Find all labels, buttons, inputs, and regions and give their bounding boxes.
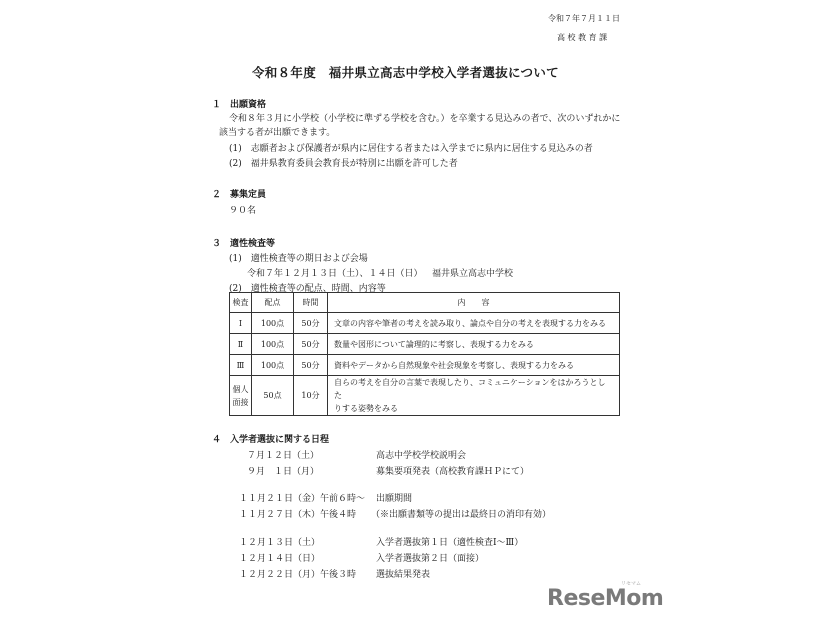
- schedule-event: 入学者選抜第２日（面接）: [376, 554, 485, 564]
- table-row: [230, 313, 620, 334]
- points-cell: 50点: [252, 376, 294, 416]
- table-header-exam: 検査: [230, 293, 252, 313]
- exam-cell-line1: 個人: [232, 384, 249, 394]
- exam-venue: 福井県立高志中学校: [432, 269, 514, 279]
- schedule-event: （※出願書類等の提出は最終日の消印有効）: [371, 510, 552, 520]
- section1-heading: １ 出願資格: [212, 100, 267, 110]
- section3-heading: ３ 適性検査等: [212, 239, 276, 249]
- exam-table: [229, 292, 620, 416]
- time-cell: 50分: [294, 313, 328, 334]
- table-row: [230, 355, 620, 376]
- points-cell: 100点: [252, 313, 294, 334]
- schedule-date: １１月２１日（金）午前６時～: [239, 494, 366, 504]
- points-cell: 100点: [252, 334, 294, 355]
- table-row: [230, 376, 620, 416]
- schedule-date: １２月２２日（月）午後３時: [239, 570, 357, 580]
- time-cell: 10分: [294, 376, 328, 416]
- table-row: [230, 334, 620, 355]
- content-cell-line2: りする姿勢をみる: [334, 404, 398, 413]
- section2-heading: ２ 募集定員: [212, 190, 267, 200]
- section1-item-2: (2) 福井県教育委員会教育長が特別に出願を許可した者: [229, 159, 458, 169]
- exam-cell: [230, 376, 252, 416]
- section3-item-1: (1) 適性検査等の期日および会場: [229, 254, 368, 264]
- resemom-logo: [547, 581, 664, 611]
- exam-cell-line2: 面接: [232, 397, 249, 407]
- schedule-date: １２月１４日（日）: [239, 554, 321, 564]
- schedule-event: 出願期間: [376, 494, 413, 504]
- section4-heading: ４ 入学者選抜に関する日程: [212, 435, 330, 445]
- section1-item-1: (1) 志願者および保護者が県内に居住する者または入学までに県内に居住する見込みの者: [229, 144, 593, 154]
- logo-ruby: リセマム: [621, 581, 641, 587]
- schedule-date: ９月 １日（月）: [247, 467, 320, 477]
- department-name: 高 校 教 育 課: [557, 33, 608, 42]
- section1-body-line1: 令和８年３月に小学校（小学校に準ずる学校を含む。）を卒業する見込みの者で、次のいずれかに: [229, 114, 621, 124]
- exam-date-line: 令和７年１２月１３日（土）、１４日（日）: [247, 269, 423, 279]
- document-title: 令和８年度 福井県立高志中学校入学者選抜について: [252, 65, 559, 80]
- schedule-event: 高志中学校学校説明会: [376, 451, 467, 461]
- exam-cell: Ⅲ: [230, 355, 252, 376]
- section1-body-line2: 該当する者が出願できます。: [219, 128, 336, 138]
- table-header-row: [230, 293, 620, 313]
- exam-cell: Ⅱ: [230, 334, 252, 355]
- time-cell: 50分: [294, 355, 328, 376]
- capacity-value: ９０名: [229, 206, 257, 216]
- content-cell: [328, 376, 620, 416]
- schedule-date: １１月２７日（木）午後４時: [239, 510, 357, 520]
- points-cell: 100点: [252, 355, 294, 376]
- content-cell: 文章の内容や筆者の考えを読み取り、論点や自分の考えを表現する力をみる: [328, 313, 620, 334]
- schedule-date: ７月１２日（土）: [247, 451, 320, 461]
- schedule-event: 入学者選抜第１日（適性検査Ⅰ～Ⅲ）: [376, 538, 524, 548]
- logo-text: ReseMom: [547, 586, 664, 611]
- content-cell-line1: 自らの考えを自分の言葉で表現したり、コミュニケーションをはかろうとした: [334, 378, 606, 400]
- time-cell: 50分: [294, 334, 328, 355]
- content-cell: 数量や図形について論理的に考察し、表現する力をみる: [328, 334, 620, 355]
- table-header-content: 内 容: [328, 293, 620, 313]
- table-header-points: 配点: [252, 293, 294, 313]
- content-cell: 資料やデータから自然現象や社会現象を考察し、表現する力をみる: [328, 355, 620, 376]
- schedule-event: 選抜結果発表: [376, 570, 431, 580]
- exam-cell: Ⅰ: [230, 313, 252, 334]
- section3-item-2: (2) 適性検査等の配点、時間、内容等: [229, 284, 386, 294]
- document-date: 令和７年７月１１日: [548, 14, 620, 23]
- table-header-time: 時間: [294, 293, 328, 313]
- schedule-event: 募集要項発表（高校教育課ＨＰにて）: [376, 467, 530, 477]
- schedule-date: １２月１３日（土）: [239, 538, 321, 548]
